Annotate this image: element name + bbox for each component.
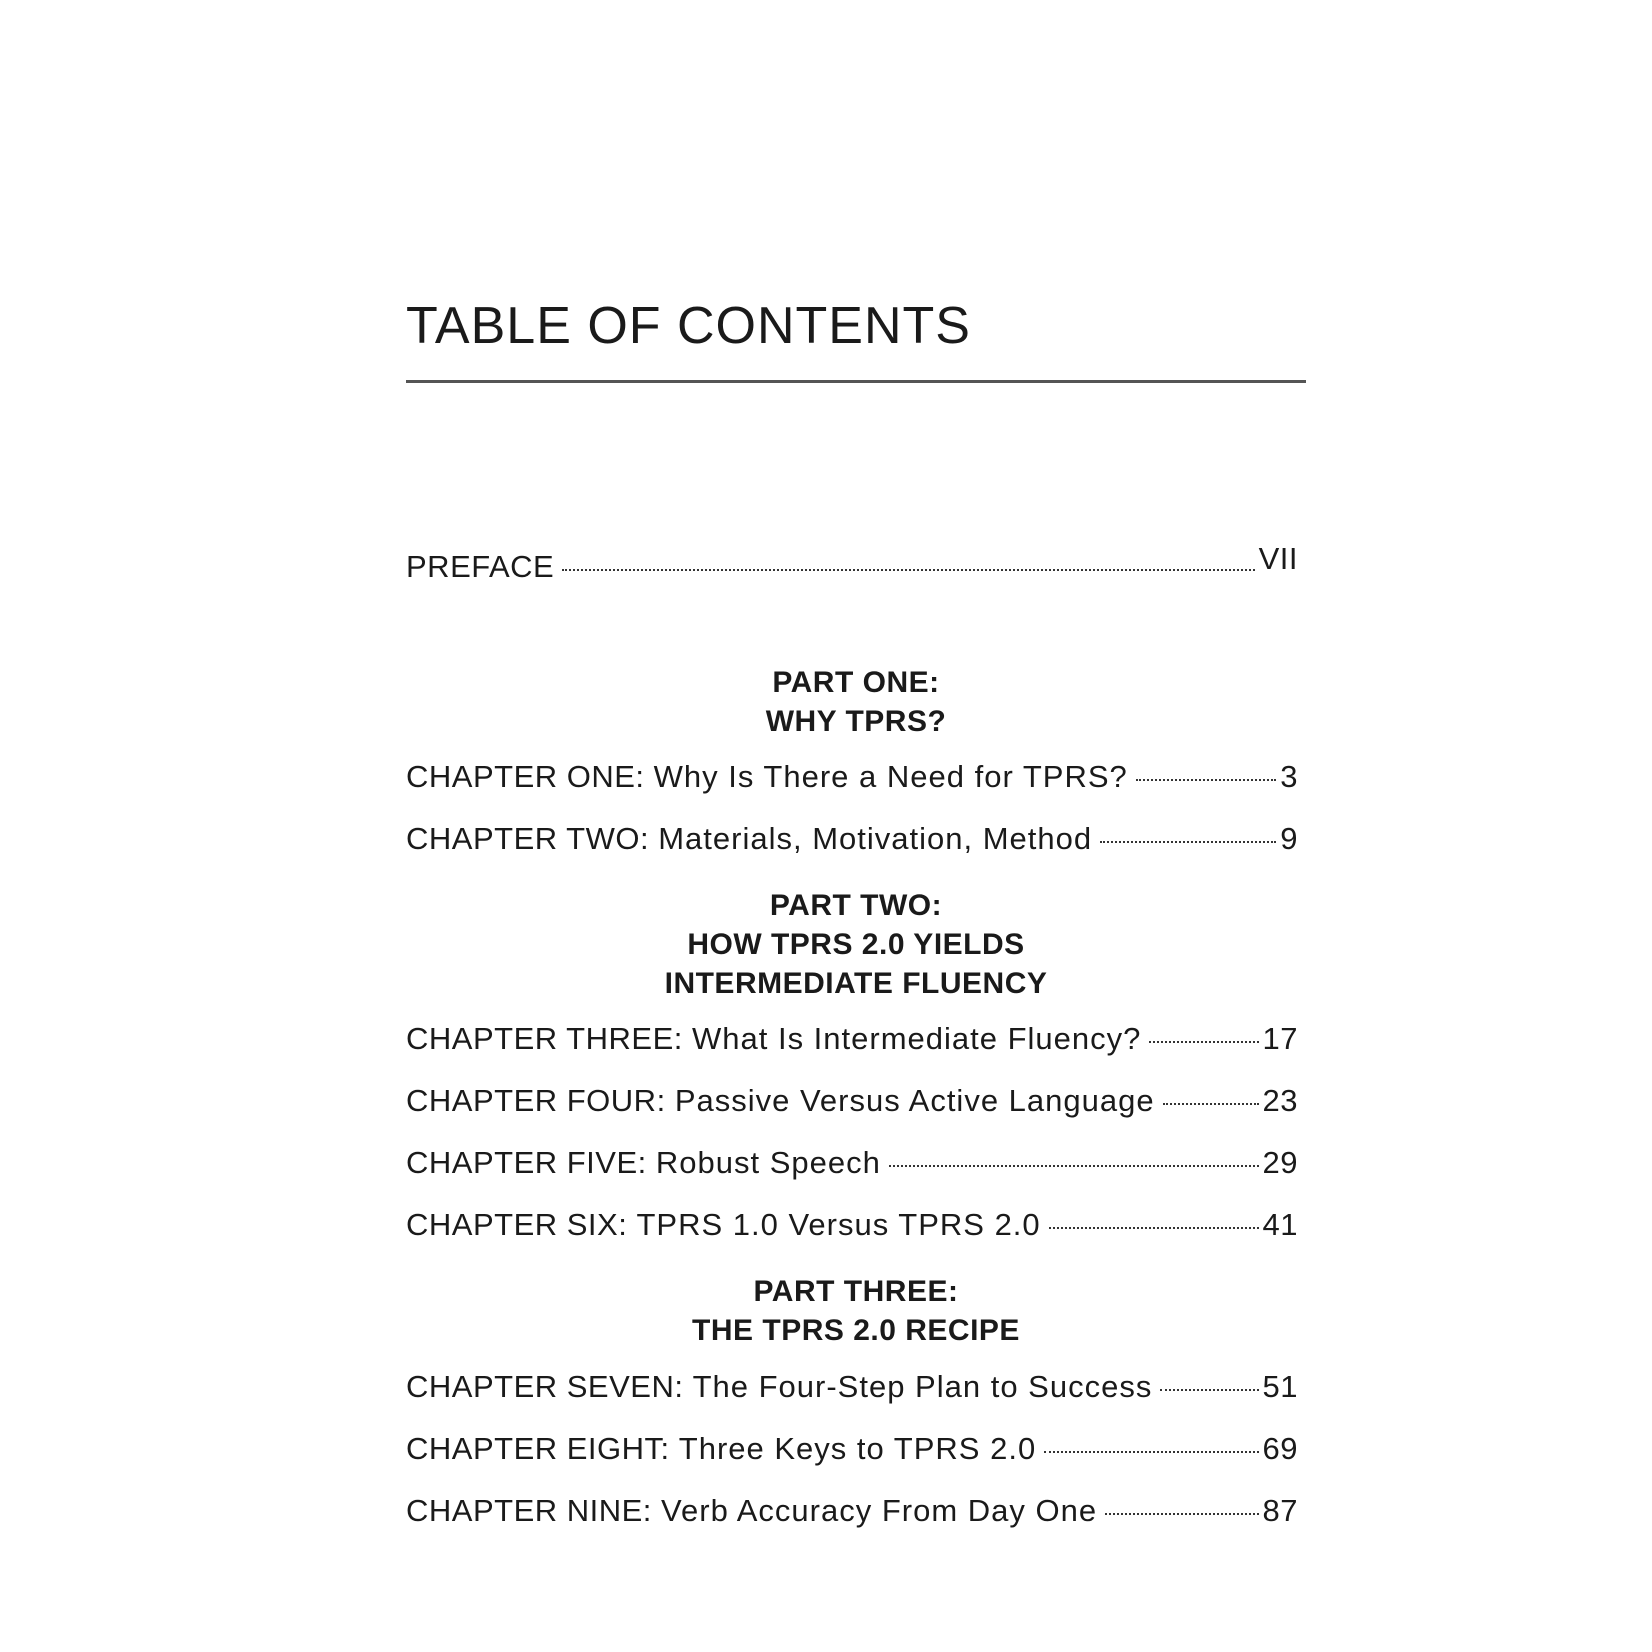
- dot-leader: [889, 1165, 1259, 1167]
- part-heading-two: [406, 886, 1306, 1003]
- chapter-label: CHAPTER ONE:: [406, 759, 645, 794]
- dot-leader: [1044, 1451, 1258, 1453]
- dot-leader: [1149, 1041, 1258, 1043]
- chapter-page-number: 87: [1262, 1493, 1298, 1528]
- chapter-title: TPRS 1.0 Versus TPRS 2.0: [636, 1207, 1041, 1242]
- chapter-page-number: 3: [1280, 759, 1298, 794]
- part-label: PART THREE:: [753, 1275, 959, 1308]
- chapter-page-number: 23: [1262, 1083, 1298, 1118]
- chapter-label: CHAPTER FOUR:: [406, 1083, 666, 1118]
- chapter-title: What Is Intermediate Fluency?: [691, 1021, 1142, 1056]
- part-label: PART TWO:: [769, 889, 943, 922]
- toc-entry-chapter-one[interactable]: [406, 758, 1298, 795]
- chapter-page-number: 29: [1262, 1145, 1298, 1180]
- chapter-label: CHAPTER THREE:: [406, 1021, 683, 1056]
- part-title-line: WHY TPRS?: [765, 705, 947, 738]
- chapter-label: CHAPTER FIVE:: [406, 1145, 647, 1180]
- chapter-page-number: 9: [1280, 821, 1298, 856]
- dot-leader: [1163, 1103, 1259, 1105]
- preface-label: PREFACE: [406, 549, 555, 584]
- chapter-label: CHAPTER SIX:: [406, 1207, 628, 1242]
- part-heading-three: [406, 1272, 1306, 1350]
- dot-leader: [1100, 841, 1276, 843]
- chapter-label: CHAPTER TWO:: [406, 821, 650, 856]
- chapter-page-number: 17: [1262, 1021, 1298, 1056]
- toc-entry-chapter-four[interactable]: [406, 1082, 1298, 1119]
- toc-entry-chapter-two[interactable]: [406, 820, 1298, 857]
- chapter-title: Why Is There a Need for TPRS?: [653, 759, 1128, 794]
- toc-entry-chapter-five[interactable]: [406, 1144, 1298, 1181]
- page-title: TABLE OF CONTENTS: [406, 297, 971, 355]
- part-title-line: INTERMEDIATE FLUENCY: [664, 967, 1048, 1000]
- chapter-label: CHAPTER EIGHT:: [406, 1431, 670, 1466]
- preface-page-number: VII: [1258, 541, 1298, 576]
- toc-entry-chapter-three[interactable]: [406, 1020, 1298, 1057]
- chapter-label: CHAPTER NINE:: [406, 1493, 652, 1528]
- chapter-title: Robust Speech: [655, 1145, 881, 1180]
- chapter-title: Materials, Motivation, Method: [658, 821, 1093, 856]
- toc-entry-chapter-six[interactable]: [406, 1206, 1298, 1243]
- chapter-title: Verb Accuracy From Day One: [661, 1493, 1098, 1528]
- chapter-title: The Four-Step Plan to Success: [692, 1369, 1153, 1404]
- part-label: PART ONE:: [772, 666, 940, 699]
- chapter-page-number: 69: [1262, 1431, 1298, 1466]
- dot-leader: [1160, 1389, 1258, 1391]
- toc-entry-chapter-nine[interactable]: [406, 1492, 1298, 1529]
- chapter-title: Three Keys to TPRS 2.0: [678, 1431, 1037, 1466]
- part-heading-one: [406, 663, 1306, 741]
- toc-page: [406, 0, 1306, 1652]
- dot-leader: [1049, 1227, 1259, 1229]
- dot-leader: [562, 569, 1254, 571]
- toc-entry-preface[interactable]: [406, 541, 1298, 585]
- chapter-page-number: 51: [1262, 1369, 1298, 1404]
- dot-leader: [1136, 779, 1276, 781]
- title-divider: [406, 380, 1306, 383]
- part-title-line: THE TPRS 2.0 RECIPE: [692, 1314, 1020, 1347]
- chapter-title: Passive Versus Active Language: [674, 1083, 1155, 1118]
- part-title-line: HOW TPRS 2.0 YIELDS: [687, 928, 1025, 961]
- chapter-label: CHAPTER SEVEN:: [406, 1369, 684, 1404]
- dot-leader: [1105, 1513, 1258, 1515]
- toc-entry-chapter-seven[interactable]: [406, 1368, 1298, 1405]
- chapter-page-number: 41: [1262, 1207, 1298, 1242]
- toc-entry-chapter-eight[interactable]: [406, 1430, 1298, 1467]
